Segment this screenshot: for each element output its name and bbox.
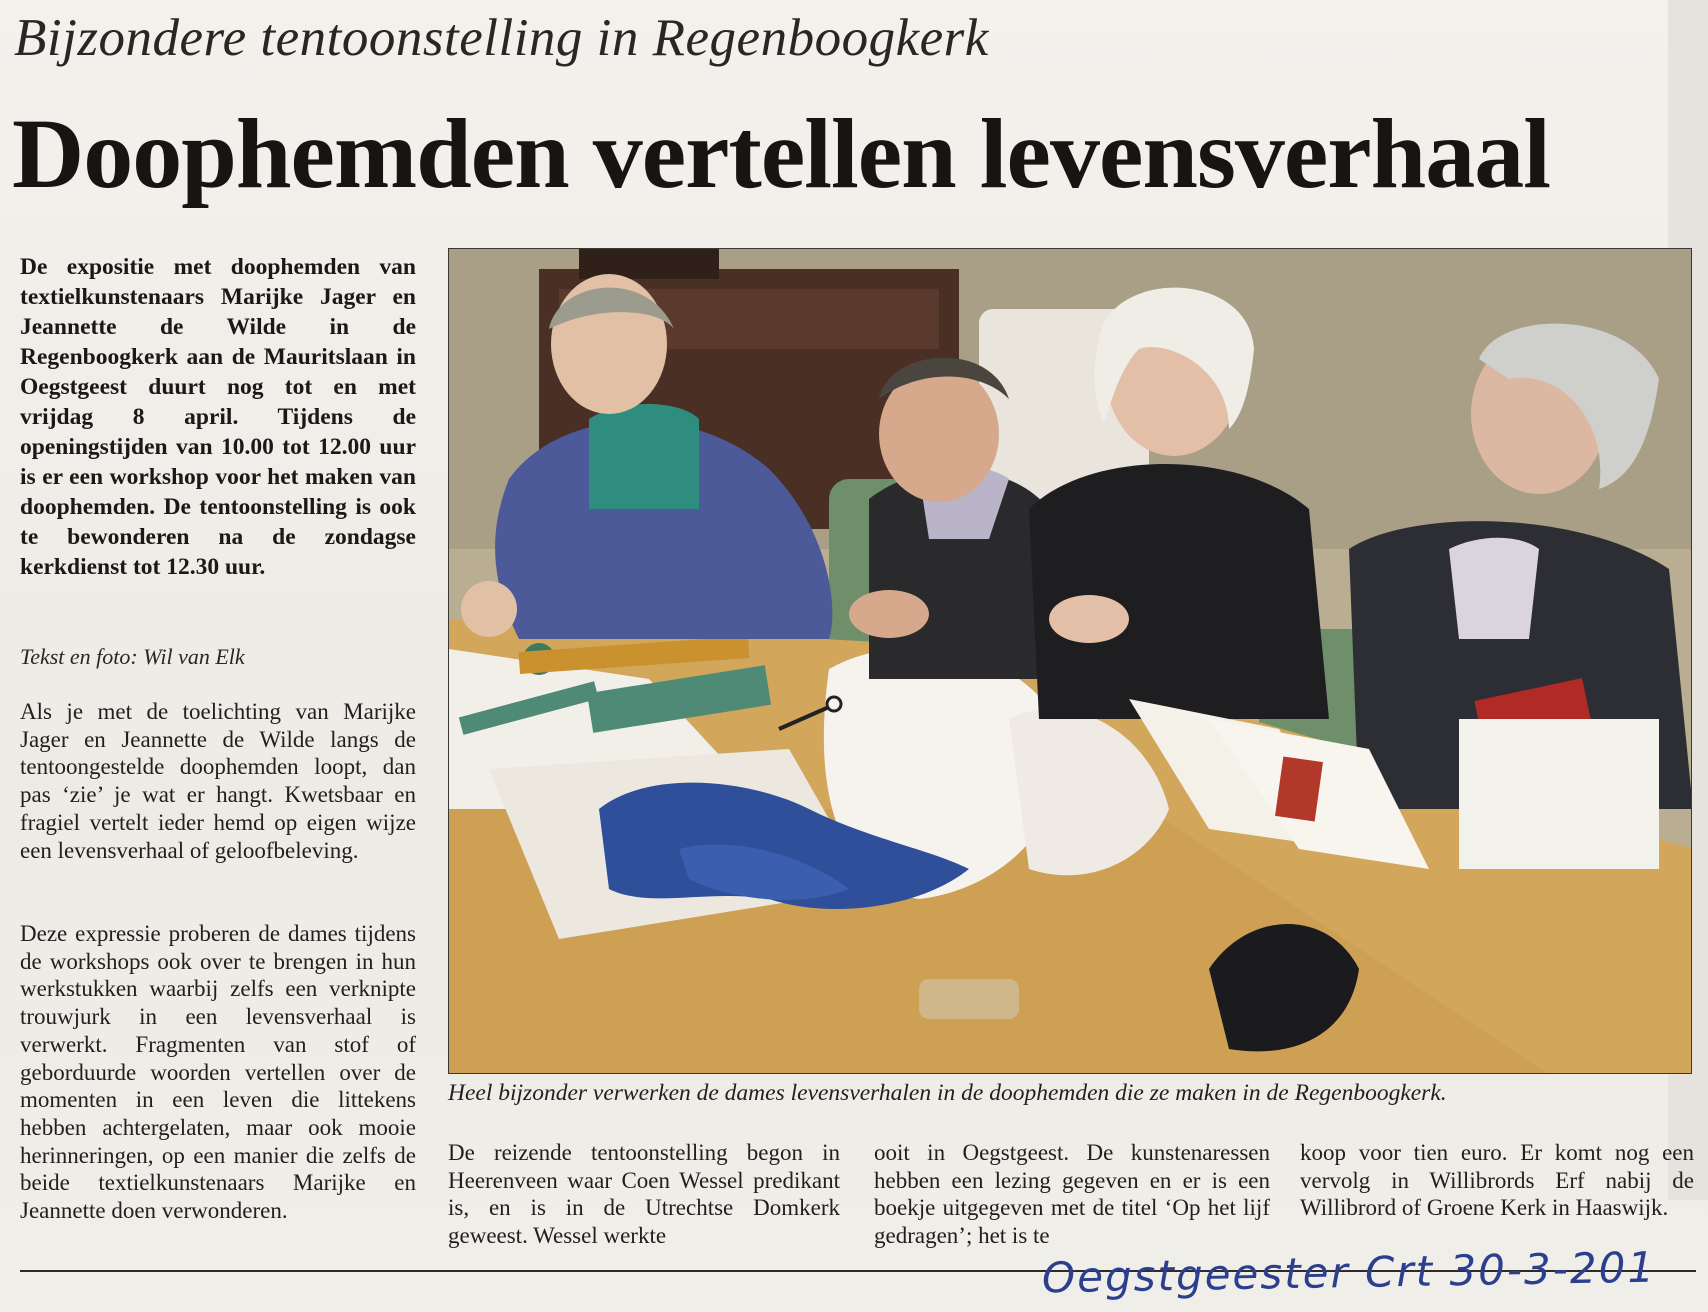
article-intro: De expositie met doophemden van textielkunstenaars Marijke Jager en Jeannette de Wilde in de Regenboogkerk aan de Mauritslaan in Oegstgeest duurt nog tot en met vrijdag 8 april. Tijdens de openingstijden van 10.00 tot 12.00 uur is er een workshop voor het maken van doophemden. De tentoonstelling is ook te bewonderen na de zondagse kerkdienst tot 12.30 uur. <box>20 254 416 580</box>
handwritten-source-note: Oegstgeester Crt 30-3-201 <box>1041 1242 1657 1303</box>
bottom-column-1: De reizende tentoonstelling begon in Heerenveen waar Coen Wessel predikant is, en is in de Utrechtse Domkerk geweest. Wessel werkte <box>448 1140 840 1249</box>
bottom-column-2: ooit in Oegstgeest. De kunstenaressen hebben een lezing gegeven en er is een boekje uitgegeven met de titel ‘Op het lijf gedragen’; het is te <box>874 1140 1270 1249</box>
bottom-column-3: koop voor tien euro. Er komt nog een vervolg in Willibrords Erf nabij de Willibrord of Groene Kerk in Haaswijk. <box>1300 1140 1694 1221</box>
article-credit: Tekst en foto: Wil van Elk <box>20 644 245 669</box>
article-kicker: Bijzondere tentoonstelling in Regenboogkerk <box>14 9 989 67</box>
photo-caption: Heel bijzonder verwerken de dames levensverhalen in de doophemden die ze maken in de Regenboogkerk. <box>448 1080 1447 1106</box>
workshop-photo-illustration <box>449 249 1692 1074</box>
body-paragraph-2: Deze expressie proberen de dames tijdens de workshops ook over te brengen in hun werkstukken waarbij zelfs een verknipte trouwjurk in een levensverhaal is verwerkt. Fragmenten van stof of geborduurde woorden vertellen over de momenten in een leven die littekens hebben achtergelaten, maar ook mooie herinneringen, op een manier die zelfs de beide textielkunstenaars Marijke en Jeannette doen verwonderen. <box>20 921 416 1224</box>
article-photo <box>448 248 1692 1074</box>
body-paragraph-1: Als je met de toelichting van Marijke Jager en Jeannette de Wilde langs de tentoongestelde doophemden loopt, dan pas ‘zie’ je wat er hangt. Kwetsbaar en fragiel vertelt ieder hemd op eigen wijze een levensverhaal of geloofbeleving. <box>20 699 416 863</box>
article-headline: Doophemden vertellen levensverhaal <box>12 98 1551 209</box>
